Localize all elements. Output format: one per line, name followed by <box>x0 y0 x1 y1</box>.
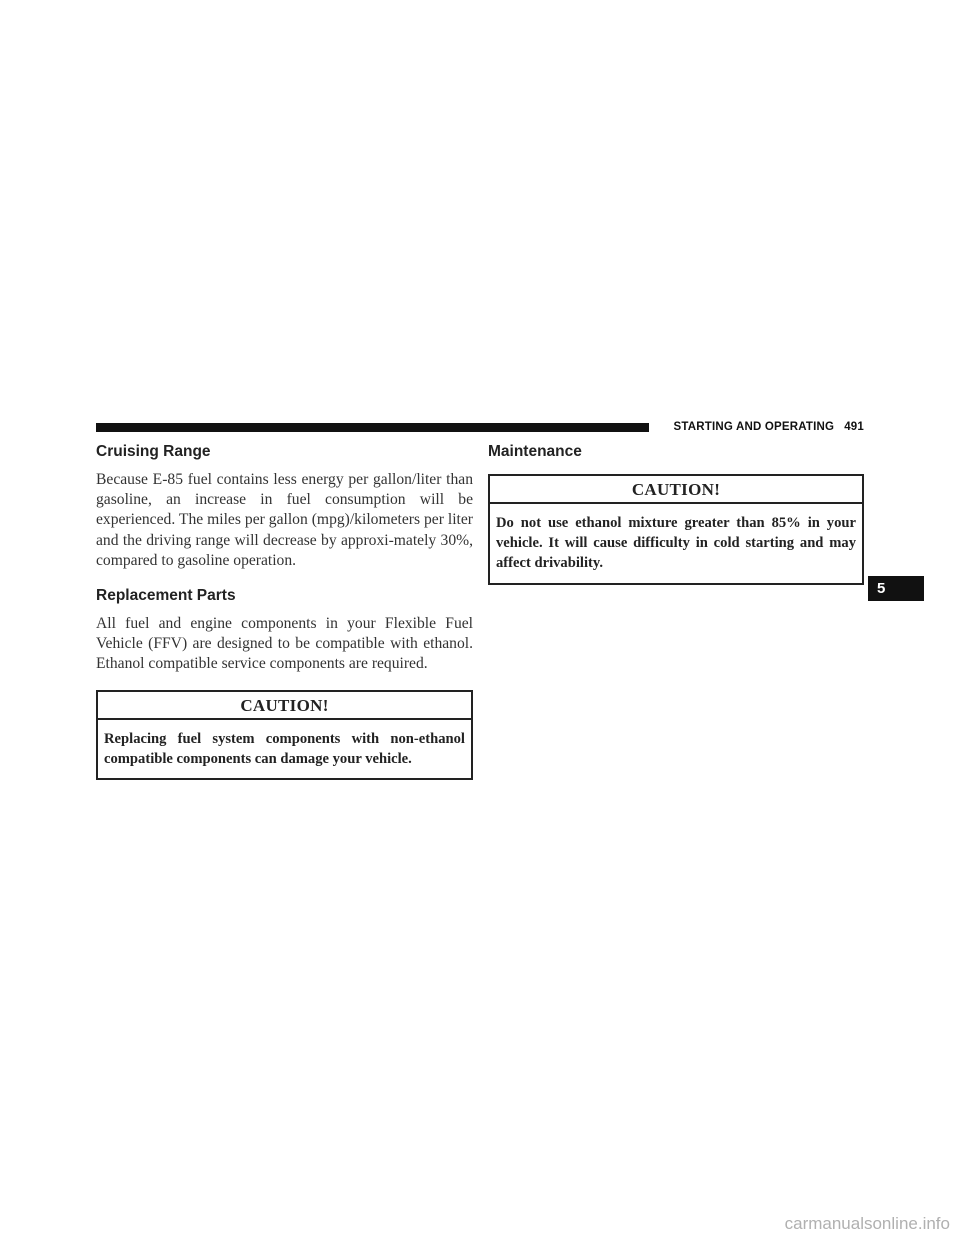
watermark: carmanualsonline.info <box>784 1214 950 1233</box>
header-rule <box>96 423 649 432</box>
section-title: STARTING AND OPERATING <box>673 421 835 433</box>
caution-title: CAUTION! <box>98 692 471 720</box>
cruising-range-text: Because E-85 fuel contains less energy per gallon/liter than gasoline, an increase in fuel consumption will be experienced. The miles per gallon (mpg)/kilometers per liter and the driving range will decrease by approxi-mately 30%, compared to gasoline operation. <box>96 471 473 569</box>
caution-text: Replacing fuel system components with non-ethanol compatible components can damage your vehicle. <box>104 730 465 767</box>
caution-box-maintenance <box>488 474 864 585</box>
page-number: 491 <box>844 421 864 433</box>
maintenance-heading: Maintenance <box>488 443 582 460</box>
right-column <box>488 441 864 585</box>
chapter-tab: 5 <box>868 576 924 601</box>
caution-box-replacement <box>96 690 473 780</box>
replacement-parts-heading: Replacement Parts <box>96 587 236 605</box>
caution-text: Do not use ethanol mixture greater than 85% in your vehicle. It will cause difficulty in cold starting and may affect drivability. <box>496 515 856 572</box>
replacement-parts-text: All fuel and engine components in your Flexible Fuel Vehicle (FFV) are designed to be compatible with ethanol. Ethanol compatible service components are required. <box>96 615 473 673</box>
running-head <box>658 419 864 435</box>
cruising-range-heading: Cruising Range <box>96 443 211 460</box>
caution-title: CAUTION! <box>490 476 862 504</box>
left-column <box>96 441 473 780</box>
